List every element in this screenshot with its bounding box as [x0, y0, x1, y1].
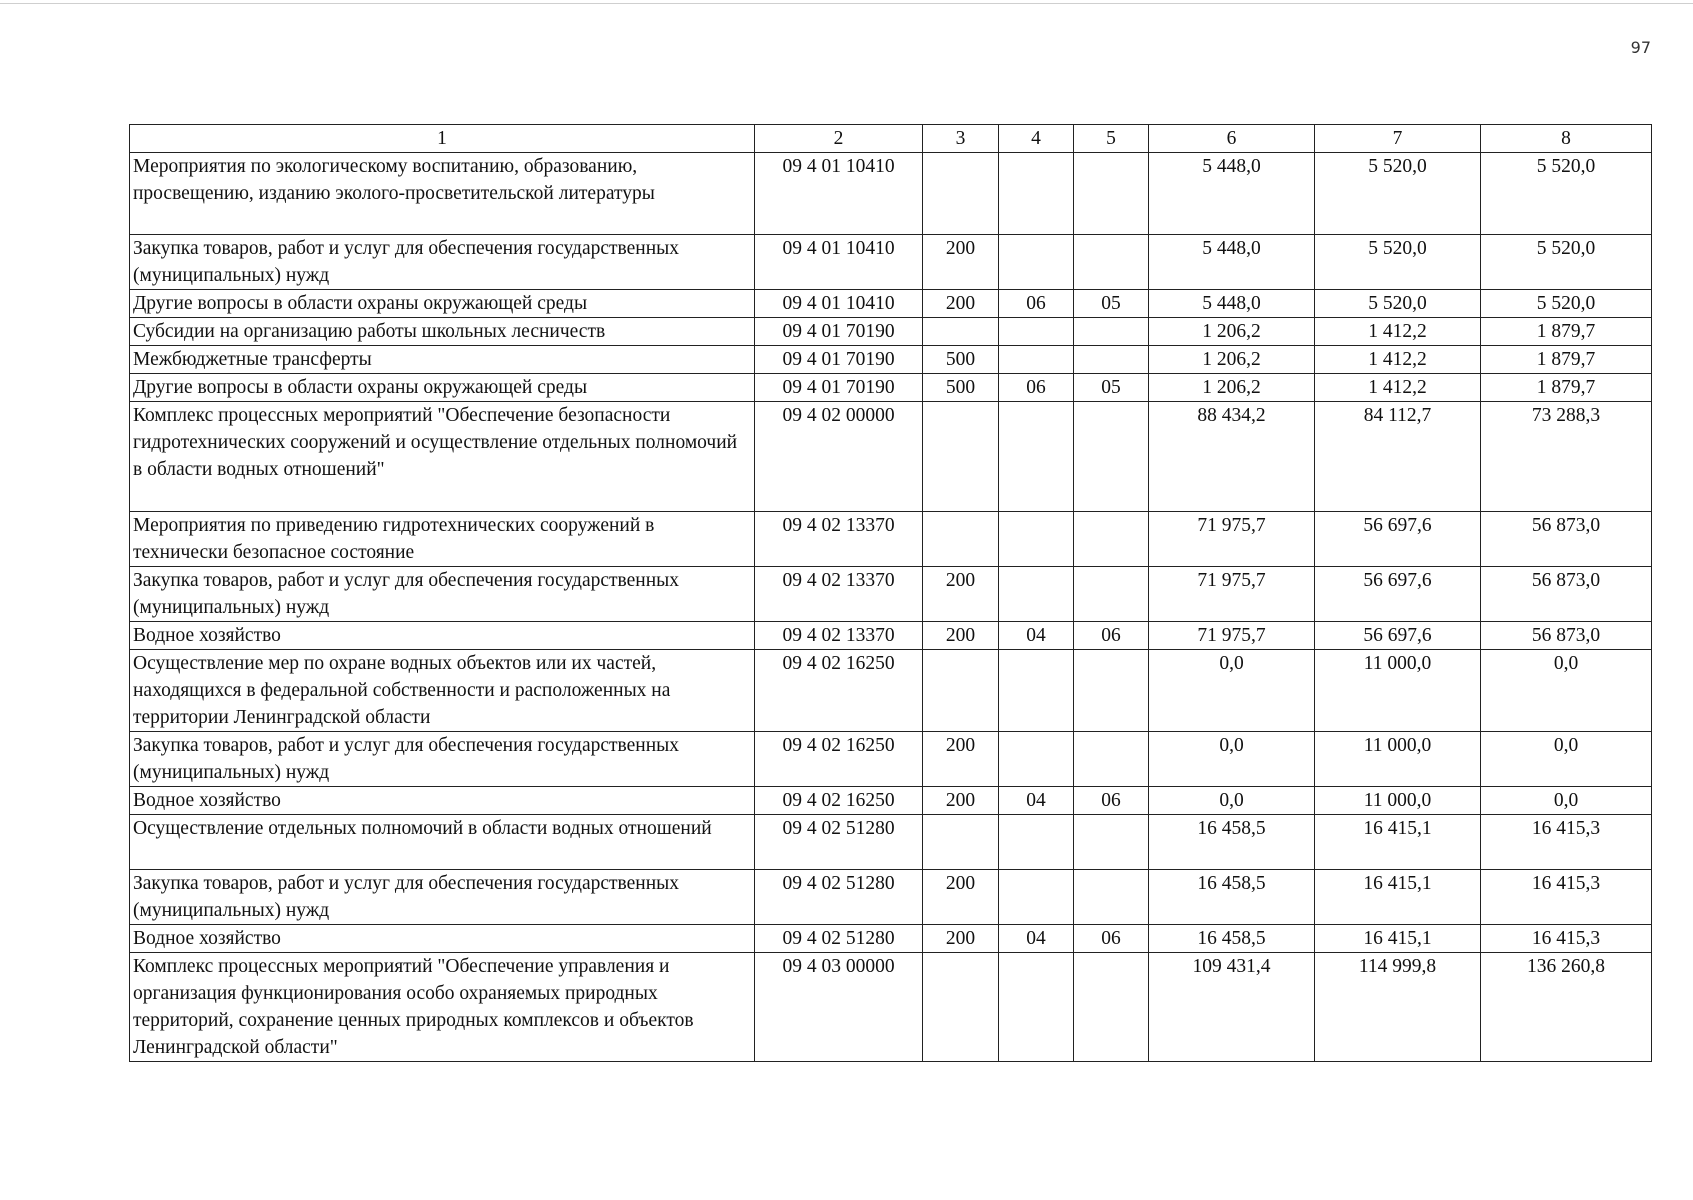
budget-table — [129, 124, 1652, 1062]
amount-col6-cell: 16 458,5 — [1149, 870, 1315, 925]
subsection-cell — [1074, 815, 1149, 870]
item-name-cell: Комплекс процессных мероприятий "Обеспечение управления и организация функционирования особо охраняемых природных территорий, сохранение ценных природных комплексов и объектов Ленинградской области" — [130, 953, 755, 1062]
amount-col6-cell: 0,0 — [1149, 732, 1315, 787]
section-cell: 06 — [999, 374, 1074, 402]
expense-type-cell: 200 — [923, 567, 999, 622]
expense-type-cell — [923, 953, 999, 1062]
amount-col7-cell: 16 415,1 — [1315, 925, 1481, 953]
amount-col7-cell: 11 000,0 — [1315, 787, 1481, 815]
expense-type-cell: 500 — [923, 374, 999, 402]
item-name-cell: Закупка товаров, работ и услуг для обеспечения государственных (муниципальных) нужд — [130, 567, 755, 622]
table-row — [130, 870, 1652, 925]
expense-type-cell — [923, 650, 999, 732]
amount-col7-cell: 1 412,2 — [1315, 374, 1481, 402]
header-cell: 8 — [1481, 125, 1652, 153]
target-code-cell: 09 4 02 13370 — [755, 567, 923, 622]
target-code-cell: 09 4 02 16250 — [755, 787, 923, 815]
amount-col8-cell: 73 288,3 — [1481, 402, 1652, 512]
target-code-cell: 09 4 01 70190 — [755, 374, 923, 402]
target-code-cell: 09 4 02 16250 — [755, 650, 923, 732]
amount-col7-cell: 5 520,0 — [1315, 290, 1481, 318]
table-row — [130, 402, 1652, 512]
amount-col8-cell: 16 415,3 — [1481, 815, 1652, 870]
page-number: 97 — [1630, 38, 1651, 57]
table-row — [130, 622, 1652, 650]
header-cell: 4 — [999, 125, 1074, 153]
amount-col8-cell: 5 520,0 — [1481, 290, 1652, 318]
amount-col7-cell: 1 412,2 — [1315, 318, 1481, 346]
table-row — [130, 318, 1652, 346]
item-name-cell: Закупка товаров, работ и услуг для обеспечения государственных (муниципальных) нужд — [130, 732, 755, 787]
target-code-cell: 09 4 02 16250 — [755, 732, 923, 787]
header-cell: 3 — [923, 125, 999, 153]
table-row — [130, 153, 1652, 235]
section-cell: 04 — [999, 622, 1074, 650]
section-cell — [999, 650, 1074, 732]
section-cell — [999, 870, 1074, 925]
table-body — [130, 153, 1652, 1062]
expense-type-cell — [923, 318, 999, 346]
expense-type-cell: 200 — [923, 732, 999, 787]
item-name-cell: Комплекс процессных мероприятий "Обеспечение безопасности гидротехнических сооружений и осуществление отдельных полномочий в области водных отношений" — [130, 402, 755, 512]
amount-col8-cell: 16 415,3 — [1481, 870, 1652, 925]
item-name-cell: Мероприятия по экологическому воспитанию, образованию, просвещению, изданию эколого-просветительской литературы — [130, 153, 755, 235]
amount-col6-cell: 71 975,7 — [1149, 622, 1315, 650]
table-row — [130, 732, 1652, 787]
item-name-cell: Субсидии на организацию работы школьных лесничеств — [130, 318, 755, 346]
item-name-cell: Водное хозяйство — [130, 622, 755, 650]
item-name-cell: Водное хозяйство — [130, 925, 755, 953]
table-row — [130, 374, 1652, 402]
expense-type-cell: 200 — [923, 787, 999, 815]
amount-col7-cell: 1 412,2 — [1315, 346, 1481, 374]
target-code-cell: 09 4 02 13370 — [755, 512, 923, 567]
expense-type-cell: 500 — [923, 346, 999, 374]
subsection-cell: 05 — [1074, 290, 1149, 318]
table-row — [130, 787, 1652, 815]
subsection-cell: 05 — [1074, 374, 1149, 402]
amount-col6-cell: 0,0 — [1149, 650, 1315, 732]
target-code-cell: 09 4 02 13370 — [755, 622, 923, 650]
target-code-cell: 09 4 02 51280 — [755, 815, 923, 870]
expense-type-cell: 200 — [923, 622, 999, 650]
amount-col7-cell: 11 000,0 — [1315, 650, 1481, 732]
item-name-cell: Осуществление мер по охране водных объектов или их частей, находящихся в федеральной собственности и расположенных на территории Ленинградской области — [130, 650, 755, 732]
subsection-cell — [1074, 650, 1149, 732]
amount-col6-cell: 109 431,4 — [1149, 953, 1315, 1062]
scan-edge-line — [0, 3, 1693, 4]
subsection-cell — [1074, 402, 1149, 512]
amount-col7-cell: 16 415,1 — [1315, 815, 1481, 870]
target-code-cell: 09 4 01 10410 — [755, 290, 923, 318]
header-cell: 2 — [755, 125, 923, 153]
target-code-cell: 09 4 02 51280 — [755, 925, 923, 953]
amount-col8-cell: 56 873,0 — [1481, 567, 1652, 622]
section-cell — [999, 346, 1074, 374]
item-name-cell: Закупка товаров, работ и услуг для обеспечения государственных (муниципальных) нужд — [130, 235, 755, 290]
section-cell — [999, 318, 1074, 346]
subsection-cell: 06 — [1074, 925, 1149, 953]
section-cell — [999, 235, 1074, 290]
section-cell — [999, 402, 1074, 512]
amount-col6-cell: 71 975,7 — [1149, 512, 1315, 567]
subsection-cell — [1074, 953, 1149, 1062]
subsection-cell — [1074, 235, 1149, 290]
expense-type-cell — [923, 512, 999, 567]
amount-col7-cell: 16 415,1 — [1315, 870, 1481, 925]
table-row — [130, 925, 1652, 953]
table-row — [130, 815, 1652, 870]
target-code-cell: 09 4 01 70190 — [755, 346, 923, 374]
target-code-cell: 09 4 01 70190 — [755, 318, 923, 346]
expense-type-cell: 200 — [923, 290, 999, 318]
subsection-cell: 06 — [1074, 787, 1149, 815]
amount-col8-cell: 0,0 — [1481, 787, 1652, 815]
amount-col6-cell: 16 458,5 — [1149, 925, 1315, 953]
expense-type-cell: 200 — [923, 870, 999, 925]
header-row — [130, 125, 1652, 153]
amount-col7-cell: 56 697,6 — [1315, 512, 1481, 567]
expense-type-cell — [923, 153, 999, 235]
amount-col6-cell: 1 206,2 — [1149, 374, 1315, 402]
item-name-cell: Другие вопросы в области охраны окружающей среды — [130, 290, 755, 318]
table-row — [130, 953, 1652, 1062]
amount-col6-cell: 5 448,0 — [1149, 290, 1315, 318]
section-cell — [999, 953, 1074, 1062]
amount-col7-cell: 56 697,6 — [1315, 567, 1481, 622]
table-row — [130, 650, 1652, 732]
amount-col8-cell: 1 879,7 — [1481, 374, 1652, 402]
amount-col8-cell: 5 520,0 — [1481, 153, 1652, 235]
item-name-cell: Межбюджетные трансферты — [130, 346, 755, 374]
amount-col8-cell: 56 873,0 — [1481, 512, 1652, 567]
amount-col6-cell: 1 206,2 — [1149, 318, 1315, 346]
section-cell — [999, 512, 1074, 567]
section-cell: 06 — [999, 290, 1074, 318]
amount-col7-cell: 11 000,0 — [1315, 732, 1481, 787]
target-code-cell: 09 4 02 00000 — [755, 402, 923, 512]
amount-col8-cell: 5 520,0 — [1481, 235, 1652, 290]
table-row — [130, 567, 1652, 622]
section-cell — [999, 732, 1074, 787]
amount-col6-cell: 5 448,0 — [1149, 235, 1315, 290]
amount-col8-cell: 0,0 — [1481, 732, 1652, 787]
section-cell: 04 — [999, 787, 1074, 815]
subsection-cell — [1074, 870, 1149, 925]
amount-col7-cell: 114 999,8 — [1315, 953, 1481, 1062]
target-code-cell: 09 4 02 51280 — [755, 870, 923, 925]
table-row — [130, 290, 1652, 318]
amount-col6-cell: 71 975,7 — [1149, 567, 1315, 622]
table-row — [130, 346, 1652, 374]
subsection-cell — [1074, 318, 1149, 346]
amount-col6-cell: 16 458,5 — [1149, 815, 1315, 870]
amount-col6-cell: 0,0 — [1149, 787, 1315, 815]
target-code-cell: 09 4 03 00000 — [755, 953, 923, 1062]
section-cell — [999, 815, 1074, 870]
header-cell: 1 — [130, 125, 755, 153]
amount-col7-cell: 84 112,7 — [1315, 402, 1481, 512]
expense-type-cell — [923, 402, 999, 512]
header-cell: 5 — [1074, 125, 1149, 153]
section-cell — [999, 567, 1074, 622]
item-name-cell: Другие вопросы в области охраны окружающей среды — [130, 374, 755, 402]
subsection-cell — [1074, 512, 1149, 567]
subsection-cell — [1074, 346, 1149, 374]
amount-col8-cell: 136 260,8 — [1481, 953, 1652, 1062]
amount-col7-cell: 5 520,0 — [1315, 153, 1481, 235]
subsection-cell: 06 — [1074, 622, 1149, 650]
target-code-cell: 09 4 01 10410 — [755, 153, 923, 235]
subsection-cell — [1074, 153, 1149, 235]
section-cell: 04 — [999, 925, 1074, 953]
expense-type-cell — [923, 815, 999, 870]
item-name-cell: Водное хозяйство — [130, 787, 755, 815]
header-cell: 6 — [1149, 125, 1315, 153]
amount-col8-cell: 0,0 — [1481, 650, 1652, 732]
item-name-cell: Осуществление отдельных полномочий в области водных отношений — [130, 815, 755, 870]
amount-col8-cell: 1 879,7 — [1481, 346, 1652, 374]
target-code-cell: 09 4 01 10410 — [755, 235, 923, 290]
expense-type-cell: 200 — [923, 235, 999, 290]
amount-col6-cell: 88 434,2 — [1149, 402, 1315, 512]
table-row — [130, 235, 1652, 290]
amount-col7-cell: 5 520,0 — [1315, 235, 1481, 290]
amount-col8-cell: 56 873,0 — [1481, 622, 1652, 650]
amount-col6-cell: 1 206,2 — [1149, 346, 1315, 374]
expense-type-cell: 200 — [923, 925, 999, 953]
item-name-cell: Закупка товаров, работ и услуг для обеспечения государственных (муниципальных) нужд — [130, 870, 755, 925]
amount-col6-cell: 5 448,0 — [1149, 153, 1315, 235]
header-cell: 7 — [1315, 125, 1481, 153]
amount-col8-cell: 16 415,3 — [1481, 925, 1652, 953]
table-row — [130, 512, 1652, 567]
section-cell — [999, 153, 1074, 235]
subsection-cell — [1074, 567, 1149, 622]
amount-col8-cell: 1 879,7 — [1481, 318, 1652, 346]
subsection-cell — [1074, 732, 1149, 787]
amount-col7-cell: 56 697,6 — [1315, 622, 1481, 650]
item-name-cell: Мероприятия по приведению гидротехнических сооружений в технически безопасное состояние — [130, 512, 755, 567]
